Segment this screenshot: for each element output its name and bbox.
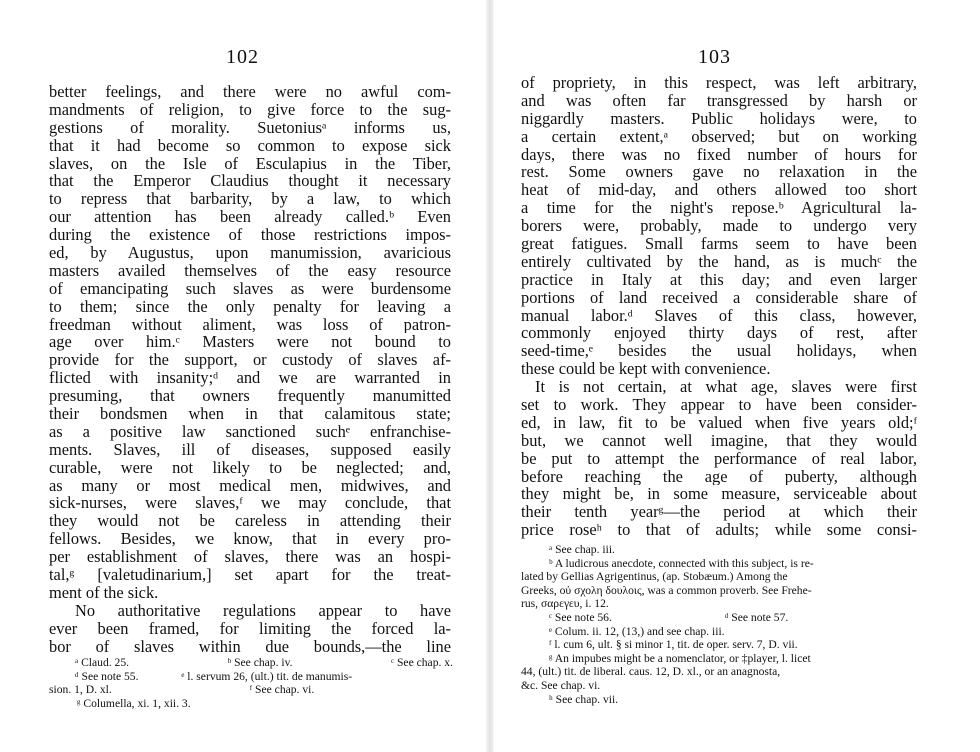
text-line: to them; since the only penalty for leaving a (49, 297, 451, 316)
text-line: commonly enjoyed thirty days of rest, after (521, 324, 917, 343)
text-line: age over him.ᶜ Masters were not bound to (49, 333, 451, 352)
text-line: a time for the night's repose.ᵇ Agricultural la- (521, 199, 917, 218)
text-line: heat of mid-day, and others allowed too short (521, 181, 917, 200)
text-line: their tenth yearᵍ—the period at which their (521, 503, 917, 522)
text-line: to repress that barbarity, by a law, to which (49, 190, 451, 209)
body-text (521, 74, 917, 539)
text-line: It is not certain, at what age, slaves were first (535, 378, 917, 397)
footnote: ᵈ See note 57. (724, 610, 789, 624)
text-line: price roseʰ to that of adults; while some consi- (521, 521, 917, 540)
footnote: ᵉ Colum. ii. 12, (13,) and see chap. iii. (549, 624, 725, 638)
footnote: ᵇ A ludicrous anecdote, connected with this subject, is re- (549, 556, 814, 570)
text-line: ever been framed, for limiting the forced la- (49, 619, 451, 638)
text-line: freedman without aliment, was loss of patron- (49, 315, 451, 334)
text-line: they might be, in some measure, serviceable about (521, 485, 917, 504)
text-line: of propriety, in this respect, was left arbitrary, (521, 74, 917, 92)
footnote: ᶜ See chap. x. (391, 656, 453, 669)
text-line: provide for the support, or custody of slaves af- (49, 351, 451, 370)
footnote: ᶠ l. cum 6, ult. § si minor 1, tit. de oper. serv. 7, D. vii. (549, 638, 798, 652)
footnotes (521, 543, 921, 706)
text-line: rest. Some owners gave no relaxation in the (521, 163, 917, 182)
text-line: set to work. They appear to have been consider- (521, 396, 917, 414)
text-line: entirely cultivated by the hand, as is muchᶜ the (521, 252, 917, 271)
text-line: practice in Italy at this day; and even larger (521, 270, 917, 289)
text-line: mandments of religion, to give force to the sug- (49, 100, 451, 119)
text-line: gestions of morality. Suetoniusᵃ informs us, (49, 118, 451, 137)
text-line: ments. Slaves, ill of diseases, supposed easily (49, 440, 451, 459)
text-line: masters availed themselves of the easy resource (49, 261, 451, 280)
text-line: presuming, that owners frequently manumitted (49, 387, 451, 406)
text-line: ment of the sick. (49, 583, 159, 602)
text-line: they would not be careless in attending their (49, 512, 451, 531)
text-line: and was often far transgressed by harsh or (521, 91, 917, 110)
footnote: ᵍ Columella, xi. 1, xii. 3. (77, 696, 191, 710)
text-line: fellows. Besides, we know, that in every pro- (49, 530, 451, 549)
footnote: &c. See chap. vi. (521, 678, 601, 692)
footnote: ᵇ See chap. iv. (227, 656, 293, 669)
text-line: niggardly masters. Public holidays were, to (521, 109, 917, 128)
text-line: that it had become so common to expose sick (49, 136, 451, 155)
text-line: tal,ᵍ [valetudinarium,] set apart for the treat- (49, 566, 451, 584)
footnote-row (49, 683, 453, 697)
footnote: ᶠ See chap. vi. (249, 683, 315, 697)
text-line: portions of land received a considerable share of (521, 288, 917, 307)
text-line: curable, were not likely to be neglected; and, (49, 458, 451, 477)
text-line: but, we cannot well imagine, that they would (521, 431, 917, 450)
footnote: Greeks, οὐ σχολη δουλοις, was a common proverb. See Frehe- (521, 583, 812, 597)
text-line: manual labor.ᵈ Slaves of this class, however, (521, 306, 917, 325)
footnote: 44, (ult.) tit. de liberal. caus. 12, D. xl., or an anagnosta, (521, 665, 781, 679)
footnote: rus, σαρεγευ, i. 12. (521, 597, 609, 611)
text-line: ed, in law, fit to be valued when five years old;ᶠ (521, 413, 917, 432)
text-line: per establishment of slaves, there was an hospi- (49, 548, 451, 567)
text-line: be put to attempt the performance of real labor, (521, 449, 917, 468)
footnote: ᵈ See note 55. (75, 669, 139, 683)
page-number: 102 (226, 46, 259, 68)
text-line: these could be kept with convenience. (521, 360, 771, 379)
text-line: our attention has been already called.ᵇ Even (49, 208, 451, 227)
footnote: lated by Gellias Agrigentinus, (ap. Stobæum.) Among the (521, 570, 788, 584)
footnote-row (49, 670, 453, 684)
footnotes (49, 656, 453, 710)
text-line: sick-nurses, were slaves,ᶠ we may conclude, that (49, 494, 451, 513)
text-line: during the existence of those restrictions impos- (49, 226, 451, 245)
footnote: sion. 1, D. xl. (49, 683, 112, 697)
text-line: their bondsmen when in that calamitous state; (49, 405, 451, 423)
text-line: that the Emperor Claudius thought it necessary (49, 172, 451, 191)
footnote: ᵉ l. servum 26, (ult.) tit. de manumis- (181, 669, 353, 683)
footnote: ᵃ Claud. 25. (75, 656, 130, 669)
text-line: bor of slaves within due bounds,—the line (49, 637, 451, 656)
text-line: as a positive law sanctioned suchᵉ enfranchise- (49, 422, 451, 441)
text-line: of emancipating such slaves as were burdensome (49, 279, 451, 298)
footnote: ʰ See chap. vii. (549, 692, 619, 706)
text-line: better feelings, and there were no awful com- (49, 83, 451, 101)
text-line: before reaching the age of puberty, although (521, 467, 917, 486)
text-line: borers were, probably, made to undergo very (521, 217, 917, 236)
text-line: slaves, on the Isle of Esculapius in the Tiber, (49, 154, 451, 173)
footnote: ᵃ See chap. iii. (549, 543, 615, 556)
text-line: seed-time,ᵉ besides the usual holidays, when (521, 342, 917, 361)
text-line: as many or most medical men, midwives, and (49, 476, 451, 495)
footnote: ᵍ An impubes might be a nomenclator, or ‡player, l. licet (549, 651, 811, 665)
body-text (49, 83, 451, 656)
page-number: 103 (698, 46, 731, 68)
text-line: days, there was no fixed number of hours for (521, 145, 917, 164)
text-line: a certain extent,ᵃ observed; but on working (521, 127, 917, 146)
footnote-row (49, 656, 453, 670)
text-line: great fatigues. Small farms seem to have been (521, 235, 917, 253)
footnote-row (521, 611, 921, 625)
text-line: No authoritative regulations appear to have (75, 601, 451, 620)
text-line: ed, by Augustus, upon manumission, avaricious (49, 244, 451, 262)
footnote: ᶜ See note 56. (549, 610, 612, 624)
right-page (490, 0, 980, 752)
text-line: flicted with insanity;ᵈ and we are warranted in (49, 369, 451, 388)
